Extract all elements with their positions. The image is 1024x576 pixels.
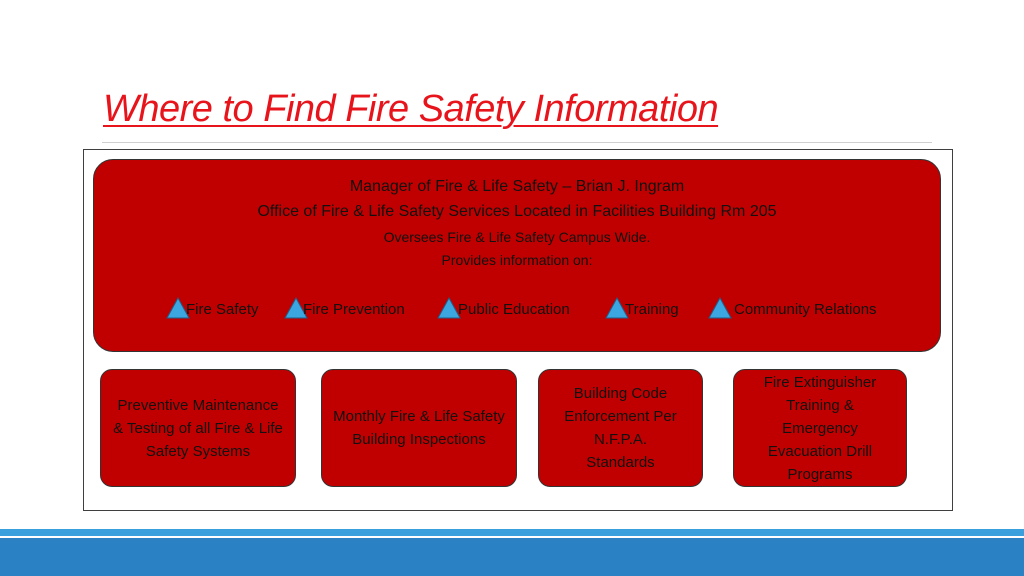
building-inspections-box bbox=[321, 369, 517, 487]
topic-label: Community Relations bbox=[734, 300, 877, 318]
topic-fire-prevention bbox=[284, 297, 405, 321]
preventive-maintenance-box bbox=[100, 369, 296, 487]
office-location-line: Office of Fire & Life Safety Services Located in Facilities Building Rm 205 bbox=[257, 203, 777, 220]
triangle-icon bbox=[708, 297, 732, 319]
box-text: Preventive Maintenance & Testing of all Fire & Life Safety Systems bbox=[113, 396, 283, 460]
footer-stripe bbox=[0, 529, 1024, 536]
fire-extinguisher-box bbox=[733, 369, 907, 487]
topic-label: Fire Prevention bbox=[303, 300, 405, 318]
topic-label: Fire Safety bbox=[186, 300, 259, 318]
footer-bar bbox=[0, 538, 1024, 576]
building-code-box bbox=[538, 369, 703, 487]
manager-info-box bbox=[93, 159, 941, 352]
oversees-line: Oversees Fire & Life Safety Campus Wide. bbox=[383, 229, 651, 245]
box-text: Building Code Enforcement Per N.F.P.A. Standards bbox=[564, 385, 677, 471]
box-text: Monthly Fire & Life Safety Building Inspections bbox=[333, 408, 505, 448]
title-divider bbox=[102, 142, 932, 143]
topic-training bbox=[605, 297, 679, 321]
manager-name-line: Manager of Fire & Life Safety – Brian J. Ingram bbox=[349, 178, 685, 195]
topic-label: Training bbox=[625, 300, 679, 318]
provides-info-line: Provides information on: bbox=[441, 252, 593, 268]
slide-title: Where to Find Fire Safety Information bbox=[103, 88, 719, 130]
topic-fire-safety bbox=[166, 297, 259, 321]
topic-label: Public Education bbox=[458, 300, 570, 318]
topic-public-education bbox=[437, 297, 570, 321]
topic-community-relations bbox=[708, 297, 877, 321]
box-text: Fire Extinguisher Training & Emergency Evacuation Drill Programs bbox=[763, 373, 877, 483]
